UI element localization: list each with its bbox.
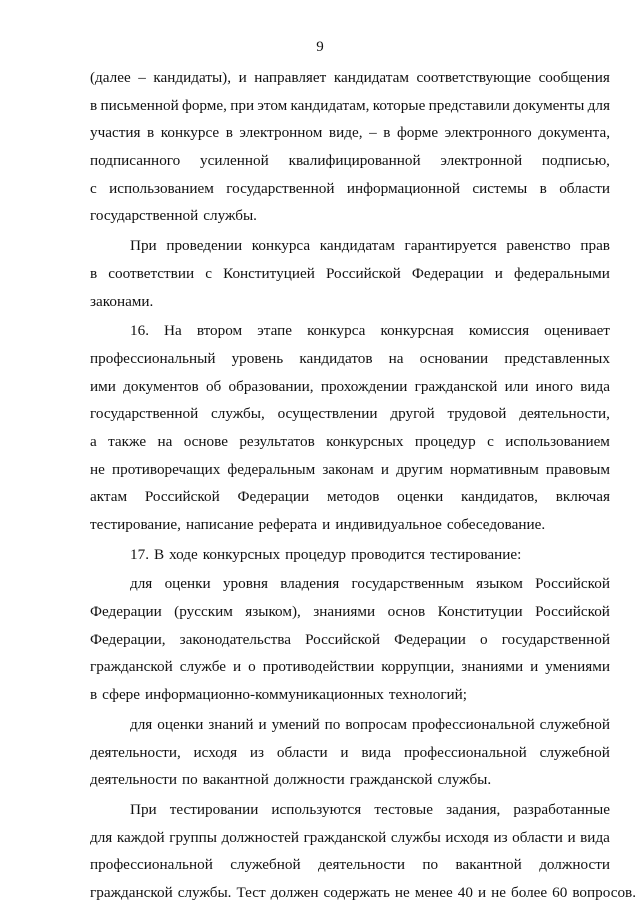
text-line: в сфере информационно-коммуникационных технологий; bbox=[90, 686, 468, 704]
paragraph bbox=[90, 711, 610, 794]
text-line: подписанного усиленной квалифицированной электронной подписью, bbox=[90, 152, 610, 170]
text-line: деятельности, исходя из области и вида профессиональной служебной bbox=[90, 743, 610, 761]
text-line: для оценки уровня владения государственным языком Российской bbox=[130, 575, 610, 593]
text-line: деятельности по вакантной должности гражданской службы. bbox=[90, 771, 492, 789]
text-line: в соответствии с Конституцией Российской Федерации и федеральными bbox=[90, 264, 610, 282]
text-line: При проведении конкурса кандидатам гарантируется равенство прав bbox=[130, 237, 610, 255]
text-line: (далее – кандидаты), и направляет кандидатам соответствующие сообщения bbox=[90, 69, 610, 86]
text-line: а также на основе результатов конкурсных процедур с использованием bbox=[90, 432, 610, 450]
paragraph bbox=[90, 570, 610, 708]
text-line: 16. На втором этапе конкурса конкурсная комиссия оценивает bbox=[130, 322, 610, 340]
document-body bbox=[90, 64, 637, 909]
text-line: Федерации (русским языком), знаниями основ Конституции Российской bbox=[90, 603, 610, 621]
text-line: с использованием государственной информационной системы в области bbox=[90, 179, 610, 197]
text-line: государственной службы. bbox=[90, 207, 257, 225]
text-line: не противоречащих федеральным законам и другим нормативным правовым bbox=[90, 460, 610, 478]
text-line: гражданской службе и о противодействии коррупции, знаниями и умениями bbox=[90, 658, 610, 676]
paragraph bbox=[90, 232, 610, 315]
page-number: 9 bbox=[316, 39, 324, 55]
text-line: актам Российской Федерации методов оценки кандидатов, включая bbox=[90, 488, 610, 506]
text-line: Федерации, законодательства Российской Федерации о государственной bbox=[90, 630, 610, 648]
text-line: для оценки знаний и умений по вопросам профессиональной служебной bbox=[130, 715, 610, 733]
paragraph bbox=[90, 317, 610, 539]
text-line: профессиональный уровень кандидатов на основании представленных bbox=[90, 349, 610, 367]
text-line: государственной службы, осуществлении другой трудовой деятельности, bbox=[90, 405, 610, 423]
text-line: тестирование, написание реферата и индивидуальное собеседование. bbox=[90, 516, 546, 533]
text-line: 17. В ходе конкурсных процедур проводится тестирование: bbox=[130, 545, 522, 563]
text-line: При тестировании используются тестовые задания, разработанные bbox=[130, 800, 610, 818]
paragraph bbox=[90, 796, 637, 907]
text-line: профессиональной служебной деятельности по вакантной должности bbox=[90, 856, 610, 874]
text-line: в письменной форме, при этом кандидатам, которые представили документы для bbox=[90, 96, 610, 114]
text-line: гражданской службы. Тест должен содержать не менее 40 и не более 60 вопросов. bbox=[90, 883, 637, 901]
text-line: для каждой группы должностей гражданской службы исходя из области и вида bbox=[90, 828, 610, 846]
paragraph bbox=[90, 64, 610, 230]
text-line: законами. bbox=[90, 292, 154, 310]
text-line: ими документов об образовании, прохождении гражданской или иного вида bbox=[90, 377, 610, 395]
text-line: участия в конкурсе в электронном виде, – в форме электронного документа, bbox=[90, 124, 610, 142]
paragraph bbox=[90, 541, 610, 569]
